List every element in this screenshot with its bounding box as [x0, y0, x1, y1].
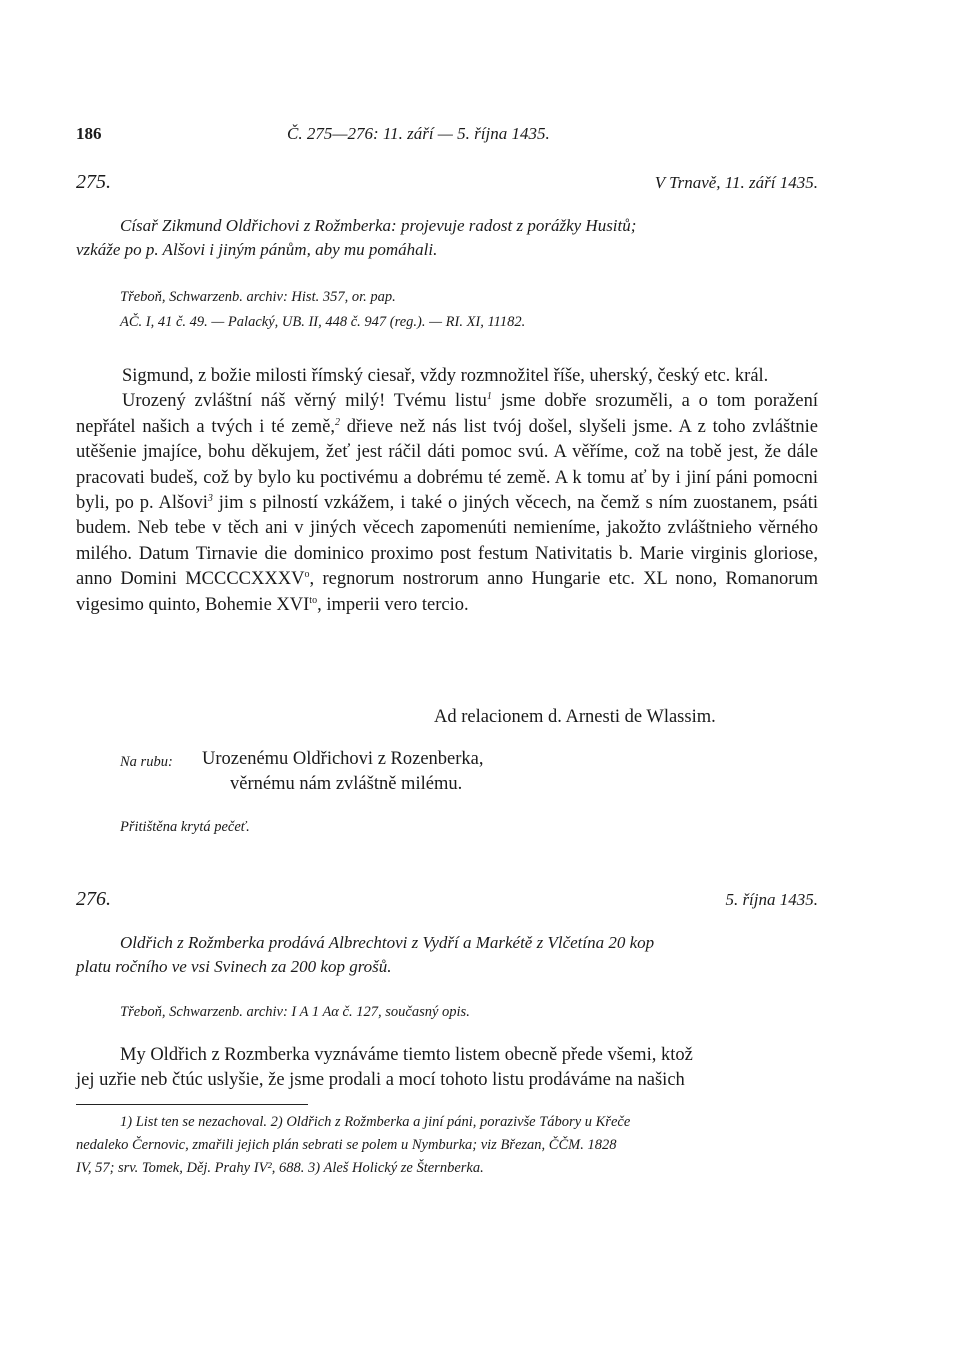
doc-275-number: 275.: [76, 171, 111, 193]
footnote-mark-3: 3: [207, 492, 213, 504]
doc-275-source-line-1: Třeboň, Schwarzenb. archiv: Hist. 357, or. pap.: [120, 289, 396, 305]
doc-275-source-line-2: AČ. I, 41 č. 49. — Palacký, UB. II, 448 č. 947 (reg.). — RI. XI, 11182.: [120, 314, 526, 330]
footnote-line-3: IV, 57; srv. Tomek, Děj. Prahy IV², 688. 3) Aleš Holický ze Šternberka.: [76, 1160, 484, 1176]
doc-275-summary-line-1: Císař Zikmund Oldřichovi z Rožmberka: projevuje radost z porážky Husitů;: [120, 216, 637, 235]
footnote-mark-2: 2: [334, 416, 340, 428]
footnote-line-2: nedaleko Černovic, zmařili jejich plán sebrati se polem u Nymburka; viz Březan, ČČM. 1828: [76, 1137, 617, 1153]
doc-276-summary-line-1: Oldřich z Rožmberka prodává Albrechtovi z Vydří a Markétě z Vlčetína 20 kop: [120, 933, 655, 952]
footnote-rule: [76, 1104, 308, 1105]
doc-275-verso-line-1: Urozenému Oldřichovi z Rozenberka,: [202, 749, 484, 769]
superscript-o: o: [304, 569, 310, 581]
page-number: 186: [76, 124, 102, 143]
doc-275-verso-line-2: věrnému nám zvláštně milému.: [230, 774, 463, 794]
superscript-to: to: [309, 594, 318, 606]
doc-275-seal-note: Přitištěna krytá pečeť.: [120, 819, 250, 835]
doc-276-date: 5. října 1435.: [725, 890, 818, 909]
doc-276-source: Třeboň, Schwarzenb. archiv: I A 1 Aα č. 127, současný opis.: [120, 1004, 470, 1020]
doc-276-body-line-1: My Oldřich z Rozmberka vyznáváme tiemto listem obecně přede všemi, ktož: [120, 1045, 693, 1065]
doc-275-letter-text: Urozený zvláštní náš věrný milý! Tvému listu$^1$ jsme dobře srozuměli, a o tom poražení nepřátel našich a tvých i té země,$^2$ dřieve než nás list tvój došel, slyšeli jsme. A z toho zvláštnie utěšenie jmajíce, bohu děkujem, žeť jest ráčil dáti pomoc svú. A věříme, což na tobě jest, že dále pracovati budeš, což by bylo ku poctivému a dobrému té země. A k tomu ať by i jiní páni pomocni byli, po p. Alšovi$^3$ jim s pilností vzkážem, i také o jiných věcech, na čemž s ním zuostanem, psáti budem. Neb tebe v těch ani v jiných věcech zapomenúti nemieníme, jakožto zvláštnieho věrného milého. Datum Tirnavie die dominico proximo post festum Nativitatis b. Marie virginis gloriose, anno Domini MCCCCXXXV$^o$, regnorum nostrorum anno Hungarie etc. XL nono, Romanorum vigesimo quinto, Bohemie $XVI^{to}$, imperii vero tercio.: [76, 391, 819, 615]
footnote-mark-1: 1: [486, 391, 492, 403]
doc-275-verso-label: Na rubu:: [120, 754, 173, 770]
doc-275-summary-line-2: vzkáže po p. Alšovi i jiným pánům, aby mu pomáhali.: [76, 240, 438, 259]
doc-276-number: 276.: [76, 888, 111, 910]
footnote-line-1: 1) List ten se nezachoval. 2) Oldřich z Rožmberka a jiní páni, porazivše Tábory u Křeče: [120, 1114, 631, 1130]
doc-276-summary-line-2: platu ročního ve vsi Svinech za 200 kop grošů.: [76, 957, 392, 976]
doc-275-salutation: Sigmund, z božie milosti římský ciesař, vždy rozmnožitel říše, uherský, český etc. král.: [122, 366, 769, 386]
doc-275-relation: Ad relacionem d. Arnesti de Wlassim.: [434, 707, 716, 727]
doc-276-body-line-2: jej uzřie neb čtúc uslyšie, že jsme prodali a mocí tohoto listu prodáváme na našich: [76, 1070, 685, 1090]
running-title: Č. 275—276: 11. září — 5. října 1435.: [287, 124, 550, 143]
doc-275-place-date: V Trnavě, 11. září 1435.: [654, 173, 818, 192]
doc-275-letter-body: [76, 364, 818, 618]
